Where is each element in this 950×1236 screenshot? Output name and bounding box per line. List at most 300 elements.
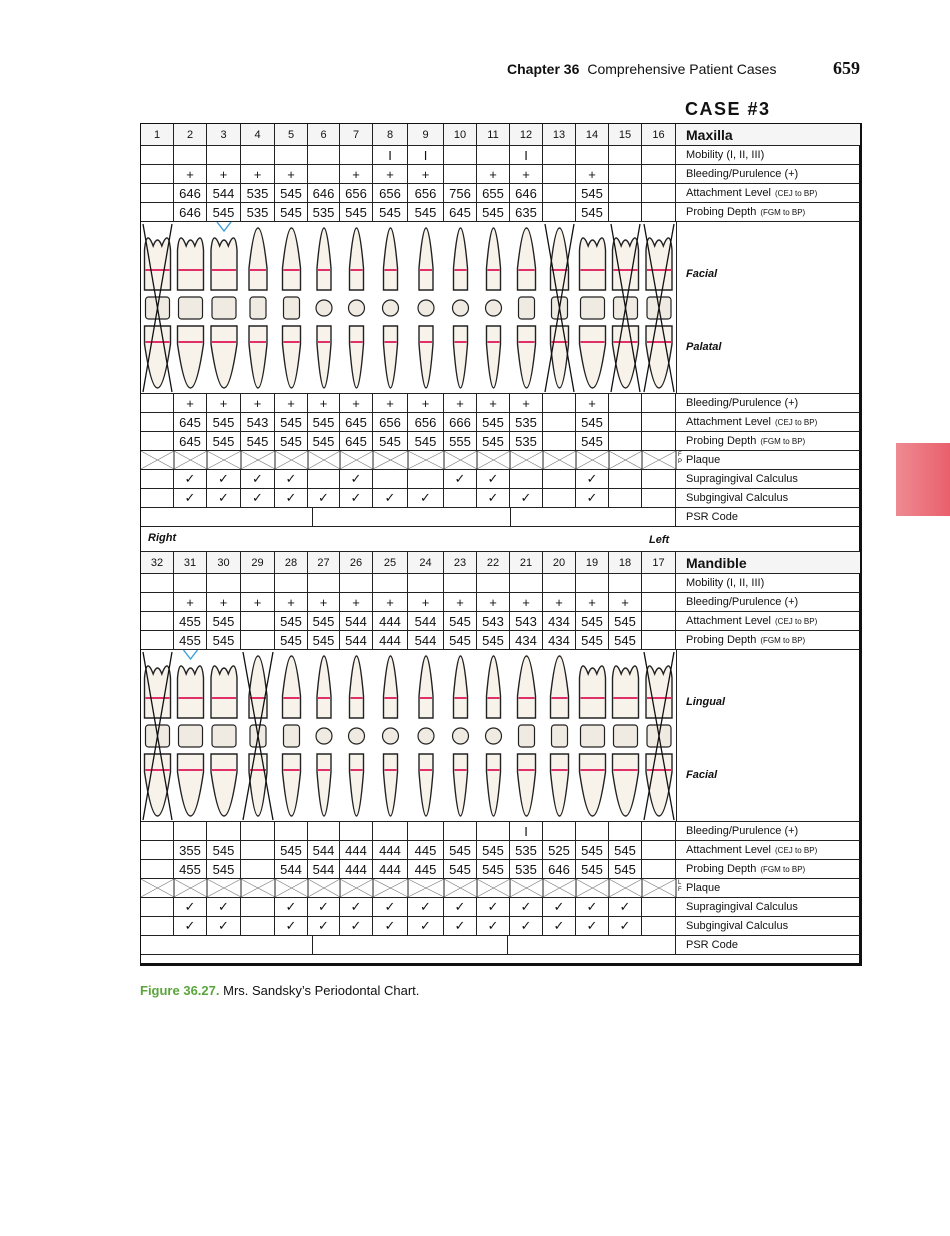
chart-cell [241,631,275,649]
tooth-number: 32 [141,552,174,573]
chart-cell [141,841,174,859]
tooth-number: 2 [174,124,207,145]
chart-cell: 545 [444,631,477,649]
chart-cell [444,822,477,840]
maxilla-tooth-15 [613,238,639,388]
chart-cell: 445 [408,860,444,878]
chart-cell: ✓ [241,489,275,507]
chart-cell: 545 [207,631,241,649]
chart-cell [609,822,642,840]
surface-label: Lingual [686,696,726,709]
plaque-row [141,879,860,898]
chart-cell: 434 [510,631,543,649]
mandible-tooth-12 [518,656,536,816]
chart-cell [241,574,275,592]
row-label [686,822,798,840]
maxilla-tooth-2 [178,238,204,388]
chart-cell [543,574,576,592]
chart-cell: ✓ [308,898,340,916]
chart-cell: 646 [510,184,543,202]
row-label-text: Supragingival Calculus [686,473,798,485]
chart-cell: 545 [275,432,308,450]
chart-cell [609,489,642,507]
chart-cell: 545 [408,203,444,221]
chart-cell: ✓ [241,470,275,488]
chart-cell [642,413,676,431]
chart-cell: 656 [373,184,408,202]
chart-cell: + [174,165,207,183]
mandible-tooth-5 [283,656,301,816]
running-header [507,61,776,77]
chart-cell [642,822,676,840]
chart-cell: + [241,593,275,611]
chart-cell: I [510,822,543,840]
chart-cell: ✓ [275,917,308,935]
chart-cell [510,574,543,592]
chart-cell: + [241,165,275,183]
row-label [686,936,738,954]
chart-cell: 544 [207,184,241,202]
chart-cell [308,470,340,488]
tooth-number: 11 [477,124,510,145]
tooth-number: 8 [373,124,408,145]
chart-cell: 545 [609,841,642,859]
chart-cell: 666 [444,413,477,431]
chart-cell: 655 [477,184,510,202]
chart-cell: 545 [477,860,510,878]
maxilla-tooth-12 [518,228,536,388]
row-label [686,470,798,488]
row-label [686,413,817,431]
chart-cell [609,165,642,183]
chart-cell [141,898,174,916]
chart-cell: 545 [408,432,444,450]
chart-cell [543,489,576,507]
chart-cell [543,413,576,431]
chart-cell: + [510,593,543,611]
mandible-data-row [141,631,860,650]
chart-cell: + [340,593,373,611]
maxilla-tooth-5 [283,228,301,388]
chart-cell [241,898,275,916]
chart-cell: 535 [308,203,340,221]
plaque-cross-grid [141,451,686,470]
chart-cell [543,203,576,221]
chart-cell [642,165,676,183]
chart-cell [340,822,373,840]
chart-cell: 545 [576,203,609,221]
mandible-data-row [141,574,860,593]
row-label-text: Bleeding/Purulence (+) [686,168,799,180]
row-label [686,593,798,611]
chart-cell [642,917,676,935]
chart-cell [642,860,676,878]
tooth-number: 21 [510,552,543,573]
chart-cell [576,146,609,164]
tooth-number: 12 [510,124,543,145]
chart-cell [308,146,340,164]
row-label-sub: (FGM to BP) [760,436,806,446]
row-label-text: Subgingival Calculus [686,920,789,932]
plaque-bottom-letter: F [678,887,682,893]
chart-cell: ✓ [373,898,408,916]
chart-cell [207,574,241,592]
chart-cell: + [308,394,340,412]
chart-cell: 645 [340,413,373,431]
chart-cell: 656 [340,184,373,202]
chart-cell: ✓ [207,917,241,935]
maxilla-tooth-8 [383,228,399,388]
maxilla-sub-row [141,489,860,508]
chart-cell [543,394,576,412]
chart-cell: 645 [174,413,207,431]
chart-cell: + [609,593,642,611]
chart-cell: 455 [174,612,207,630]
maxilla-tooth-4 [249,228,267,388]
mandible-tooth-9 [418,656,434,816]
chart-cell: 444 [373,841,408,859]
chart-cell: 645 [340,432,373,450]
chart-cell: 444 [373,612,408,630]
tooth-number: 19 [576,552,609,573]
chart-cell [543,184,576,202]
row-label-text: Attachment Level [686,615,771,627]
chart-cell [141,860,174,878]
chart-cell [609,470,642,488]
row-label [686,631,805,649]
chart-cell: ✓ [275,489,308,507]
tooth-number: 7 [340,124,373,145]
chart-cell [373,574,408,592]
chart-cell: + [477,394,510,412]
chart-cell: 545 [576,612,609,630]
chart-cell: 545 [444,612,477,630]
psr-sextant [141,508,676,526]
mandible-data-row [141,822,860,841]
chart-cell [609,413,642,431]
chart-cell [543,165,576,183]
chart-cell: 545 [477,841,510,859]
chart-cell: 545 [576,432,609,450]
tooth-number: 29 [241,552,275,573]
chart-cell [642,184,676,202]
row-label-text: Attachment Level [686,187,771,199]
chart-cell: 545 [444,841,477,859]
chart-cell [642,593,676,611]
chart-cell [141,165,174,183]
chart-cell: 545 [308,612,340,630]
chart-cell: ✓ [510,917,543,935]
row-label-text: Probing Depth [686,634,757,646]
chart-cell [141,470,174,488]
row-label-sub: (CEJ to BP) [775,616,818,626]
chart-cell [308,165,340,183]
chart-cell: ✓ [174,898,207,916]
tooth-number: 28 [275,552,308,573]
row-label-text: Probing Depth [686,206,757,218]
chart-cell [609,146,642,164]
chart-cell: 545 [576,841,609,859]
chart-cell: 545 [207,612,241,630]
maxilla-data-row [141,203,860,222]
chart-cell: + [576,165,609,183]
chart-cell [609,432,642,450]
chart-cell: 543 [241,413,275,431]
chart-cell [141,394,174,412]
chart-cell: 545 [275,184,308,202]
tooth-number: 4 [241,124,275,145]
chart-cell [477,822,510,840]
row-label [686,432,805,450]
chart-cell [477,146,510,164]
tooth-number: 31 [174,552,207,573]
chart-cell: ✓ [576,489,609,507]
chart-cell: 535 [510,413,543,431]
chart-cell: + [308,593,340,611]
row-label [686,917,788,935]
mandible-tooth-11 [486,656,502,816]
chart-cell: 535 [510,860,543,878]
chart-cell [543,470,576,488]
chart-cell [444,574,477,592]
chart-cell: 544 [308,860,340,878]
chart-cell: 645 [444,203,477,221]
figure-caption-text: Mrs. Sandsky’s Periodontal Chart. [223,983,420,998]
chart-cell [543,432,576,450]
chart-cell: 646 [308,184,340,202]
chart-cell [609,184,642,202]
chart-cell: 545 [477,631,510,649]
chart-cell [340,146,373,164]
chart-cell [275,574,308,592]
chart-cell: 545 [308,631,340,649]
chart-cell [141,432,174,450]
chart-cell: 535 [510,841,543,859]
chart-cell [408,470,444,488]
row-label [686,394,798,412]
chart-cell: 544 [340,612,373,630]
chart-cell [141,413,174,431]
mandible-tooth-numbers [141,552,860,574]
chart-cell: ✓ [477,489,510,507]
maxilla-data-row [141,413,860,432]
mandible-tooth-8 [383,656,399,816]
maxilla-tooth-1 [145,238,171,388]
mandible-tooth-10 [453,656,469,816]
chart-cell: + [373,394,408,412]
row-label-text: Mobility (I, II, III) [686,149,765,161]
chart-cell: 545 [576,860,609,878]
chart-cell [141,574,174,592]
furcation-mark [184,650,198,659]
row-label-text: Probing Depth [686,435,757,447]
row-label [686,165,798,183]
case-title: CASE #3 [685,99,771,119]
chart-cell: + [340,165,373,183]
chart-cell [444,146,477,164]
arch-title: Maxilla [686,126,733,143]
chart-cell [373,470,408,488]
chart-cell: + [576,593,609,611]
chart-cell [174,574,207,592]
chart-cell [207,822,241,840]
chart-cell [642,203,676,221]
page-number: 659 [833,58,860,78]
chart-cell: 535 [510,432,543,450]
tooth-number: 23 [444,552,477,573]
row-label [686,898,798,916]
chart-cell: 545 [477,203,510,221]
thumb-tab [896,443,950,516]
chart-cell: 545 [373,432,408,450]
chart-cell: + [373,165,408,183]
row-label-sub: (CEJ to BP) [775,845,818,855]
surface-label: Facial [686,268,718,281]
chart-cell [609,394,642,412]
mandible-teeth-svg [141,650,676,822]
chart-cell: + [207,394,241,412]
chart-cell: ✓ [207,489,241,507]
periodontal-chart [140,123,862,966]
chart-cell: 544 [275,860,308,878]
tooth-number: 16 [642,124,676,145]
tooth-number: 25 [373,552,408,573]
chart-cell: I [408,146,444,164]
plaque-bottom-letter: P [678,459,683,465]
chart-cell [141,489,174,507]
chart-cell: 545 [207,432,241,450]
chart-cell [340,574,373,592]
mandible-sub-row [141,917,860,936]
mandible-tooth-2 [178,666,204,816]
mandible-data-row [141,612,860,631]
chart-cell: ✓ [444,470,477,488]
chart-cell: ✓ [543,898,576,916]
maxilla-teeth-diagram [141,222,676,394]
chart-cell [141,917,174,935]
chart-cell: 545 [275,203,308,221]
chart-cell: ✓ [340,917,373,935]
chart-cell: ✓ [207,470,241,488]
chart-cell: 535 [241,184,275,202]
psr-row [141,936,860,955]
chart-cell [241,612,275,630]
chart-cell: ✓ [340,898,373,916]
chart-cell: + [510,165,543,183]
chart-cell [408,574,444,592]
chart-cell [308,822,340,840]
chart-cell: + [477,165,510,183]
mandible-tooth-3 [211,666,237,816]
row-label-text: Attachment Level [686,844,771,856]
chart-cell [141,631,174,649]
chapter-title: Comprehensive Patient Cases [587,61,777,77]
chart-cell [543,146,576,164]
chart-cell: ✓ [609,898,642,916]
surface-label: Palatal [686,340,722,353]
chart-cell: 656 [373,413,408,431]
chart-cell: 543 [510,612,543,630]
surface-label: Facial [686,768,718,781]
label-column-divider [676,650,677,822]
maxilla-data-row [141,394,860,413]
mandible-tooth-14 [580,666,606,816]
chart-cell: 545 [477,432,510,450]
chart-cell: ✓ [477,917,510,935]
chart-cell: + [174,593,207,611]
chart-cell: + [340,394,373,412]
maxilla-tooth-7 [349,228,365,388]
maxilla-tooth-9 [418,228,434,388]
chart-cell: + [543,593,576,611]
tooth-number: 30 [207,552,241,573]
chart-cell: ✓ [174,470,207,488]
chart-cell [642,470,676,488]
chart-cell: 535 [241,203,275,221]
chart-cell: 544 [408,631,444,649]
chart-cell: 756 [444,184,477,202]
chart-cell: ✓ [444,898,477,916]
plaque-top-letter: L [678,880,682,886]
chart-cell: + [174,394,207,412]
chart-cell [241,841,275,859]
chart-cell: 545 [308,413,340,431]
chart-cell: 355 [174,841,207,859]
maxilla-tooth-3 [211,238,237,388]
chart-cell: 545 [275,612,308,630]
chart-cell: + [275,593,308,611]
mandible-tooth-1 [145,666,171,816]
row-label-sub: (FGM to BP) [760,635,806,645]
chart-cell: 635 [510,203,543,221]
chart-cell: 545 [241,432,275,450]
tooth-number: 20 [543,552,576,573]
mandible-data-row [141,860,860,879]
chart-cell: ✓ [477,898,510,916]
chart-cell: 455 [174,631,207,649]
tooth-number: 26 [340,552,373,573]
row-label [686,184,817,202]
chart-cell: 656 [408,184,444,202]
chart-cell [241,917,275,935]
chart-cell: + [444,593,477,611]
row-label [686,879,720,897]
row-label-sub: (CEJ to BP) [775,188,818,198]
chart-cell: + [408,593,444,611]
chart-cell: 545 [275,631,308,649]
chart-cell: ✓ [510,489,543,507]
chart-cell: 545 [308,432,340,450]
row-label-text: Bleeding/Purulence (+) [686,825,799,837]
mandible-tooth-6 [316,656,332,816]
chart-cell [241,146,275,164]
chart-cell [141,184,174,202]
tooth-number: 15 [609,124,642,145]
chart-cell [444,489,477,507]
plaque-row [141,451,860,470]
chart-cell [275,822,308,840]
row-label-text: Subgingival Calculus [686,492,789,504]
chart-cell [408,822,444,840]
side-labels-row [141,527,860,552]
row-label [686,841,817,859]
tooth-number: 22 [477,552,510,573]
chart-cell [275,146,308,164]
chart-cell [207,146,241,164]
furcation-mark [217,222,231,231]
mandible-tooth-15 [613,666,639,816]
chart-cell: 544 [408,612,444,630]
